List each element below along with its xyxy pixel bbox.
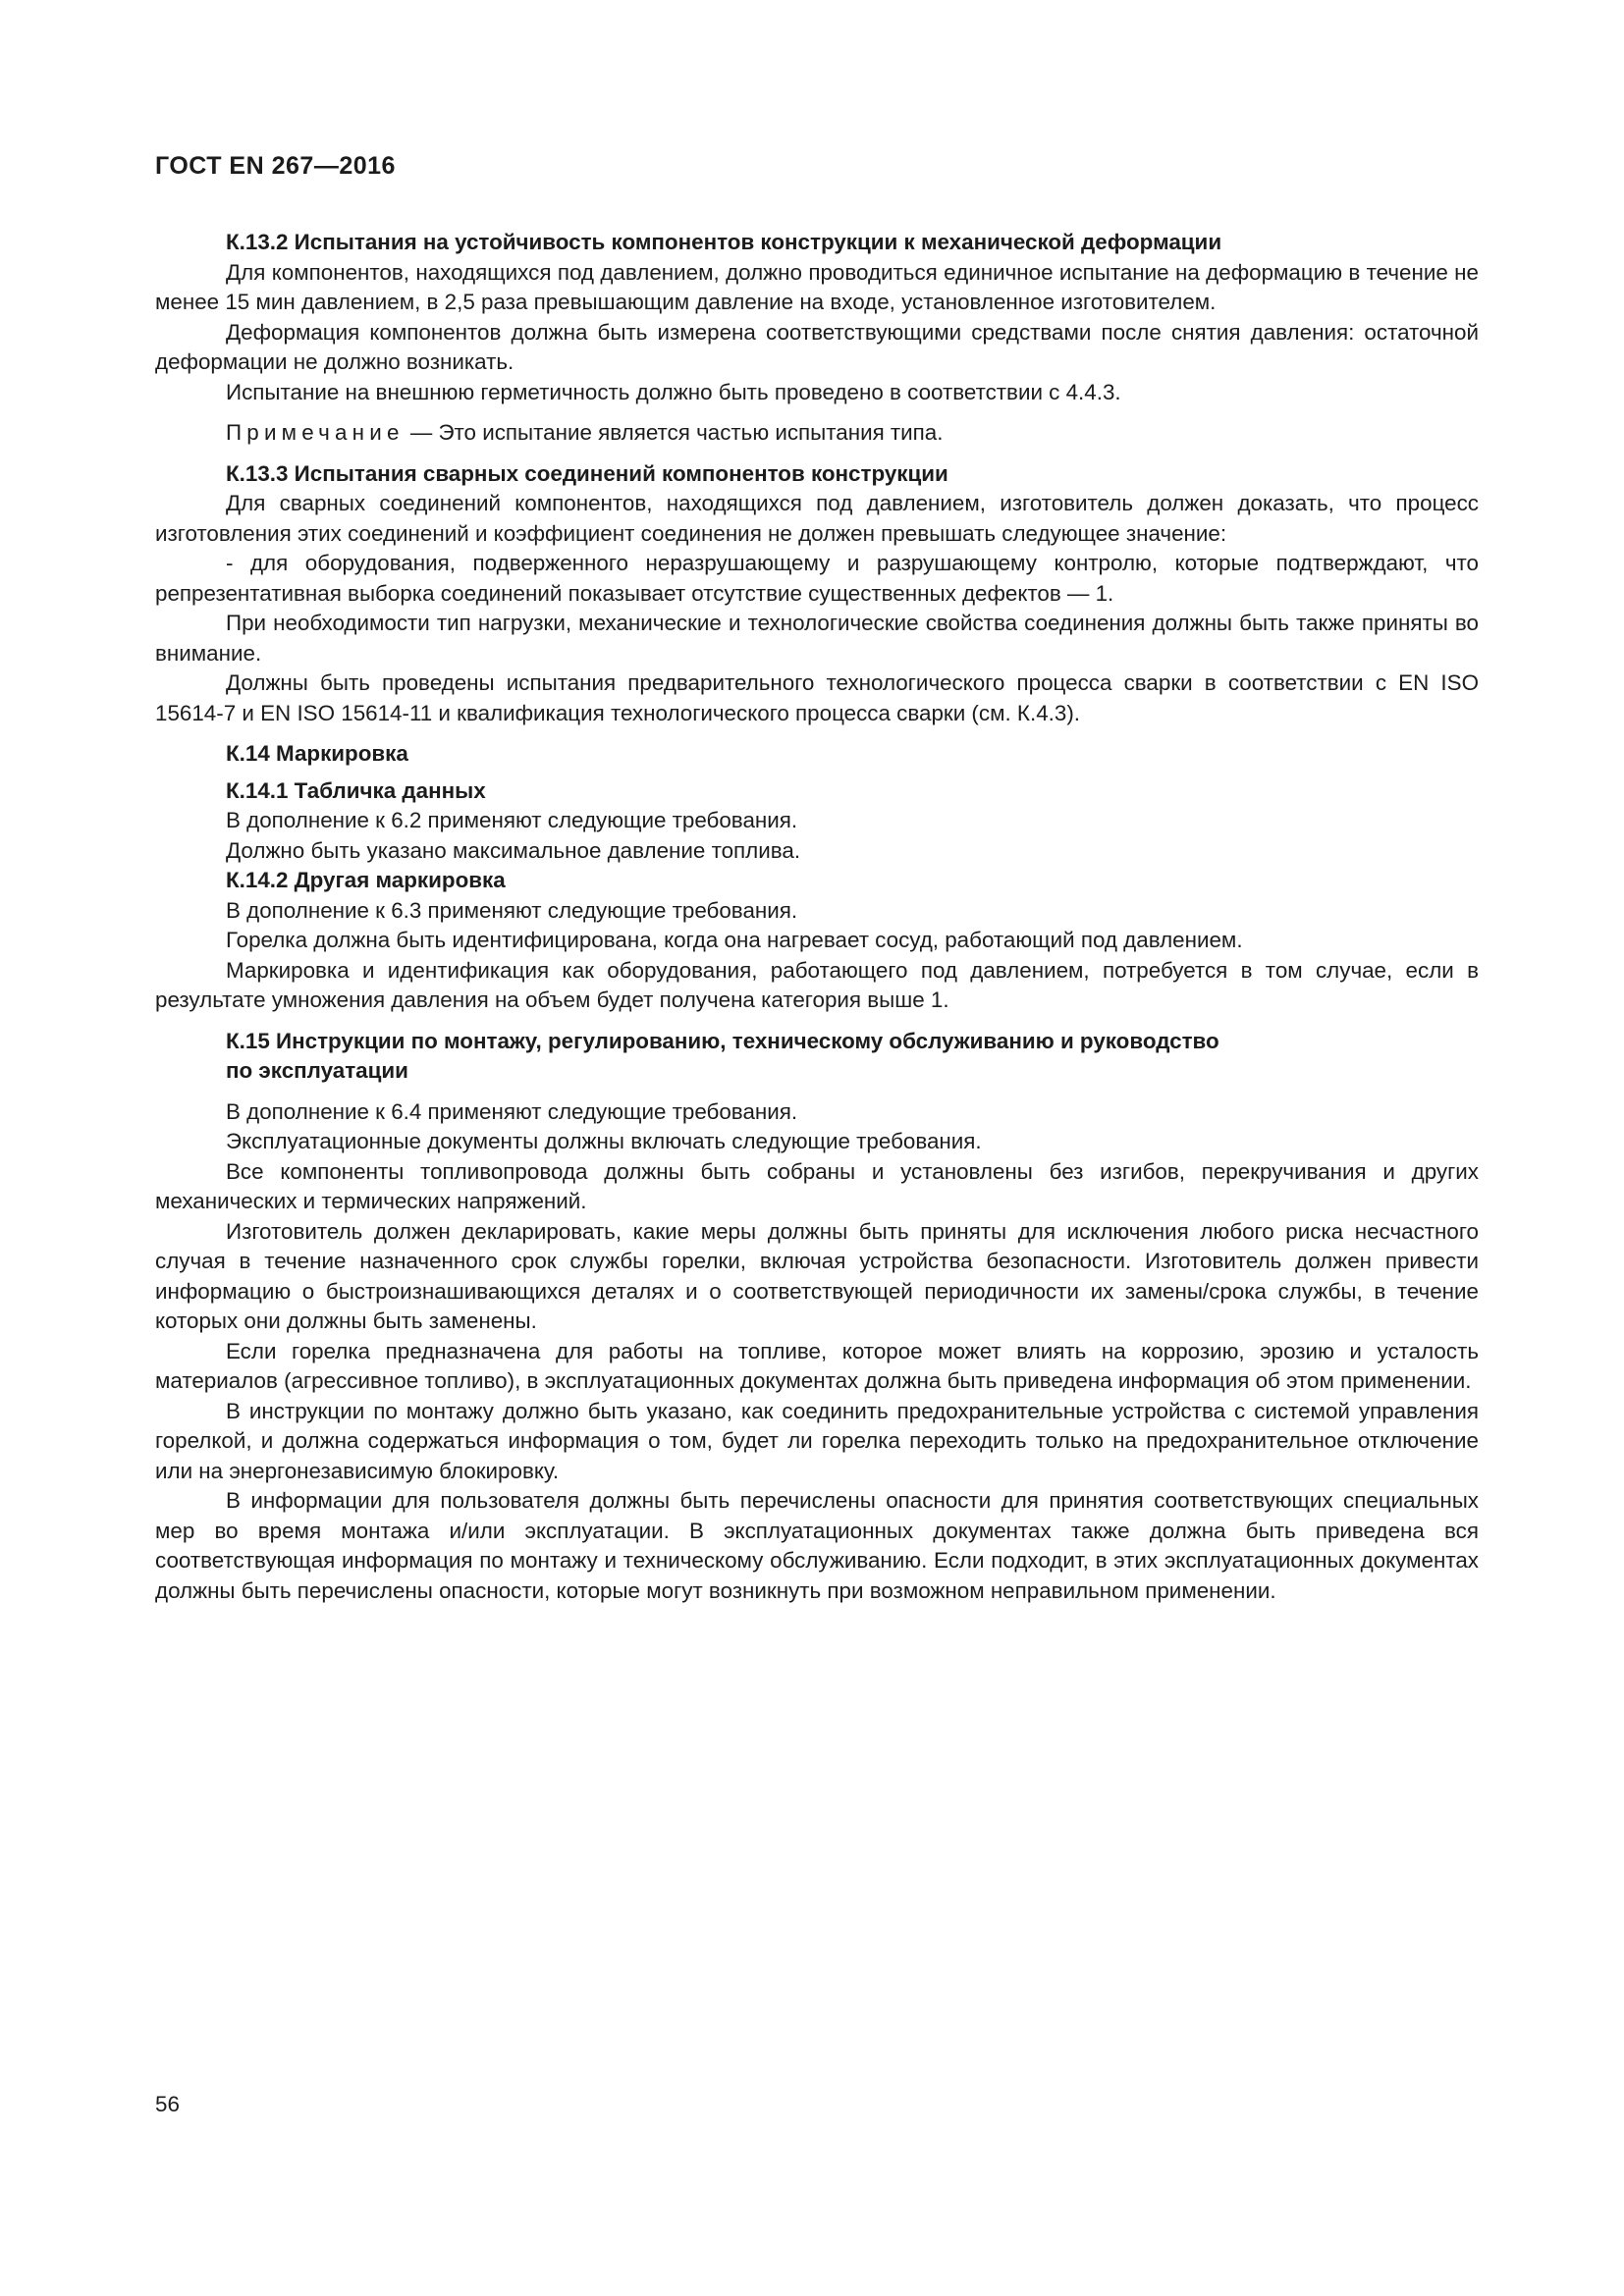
- paragraph: При необходимости тип нагрузки, механические и технологические свойства соединения должны быть также приняты во внимание.: [155, 611, 1479, 666]
- paragraph: В информации для пользователя должны быть перечислены опасности для принятия соответствующих специальных мер во время монтажа и/или эксплуатации. В эксплуатационных документах также должна быть приведена вся соответствующая информация по монтажу и техническому обслуживанию. Если подходит, в этих эксплуатационных документах должны быть перечислены опасности, которые могут возникнуть при возможном неправильном применении.: [155, 1488, 1479, 1603]
- paragraph: Испытание на внешнюю герметичность должно быть проведено в соответствии с 4.4.3.: [226, 379, 1121, 404]
- paragraph: В дополнение к 6.4 применяют следующие требования.: [226, 1098, 798, 1124]
- page-number: 56: [155, 2092, 180, 2116]
- paragraph: Для компонентов, находящихся под давлением, должно проводиться единичное испытание на деформацию в течение не менее 15 мин давлением, в 2,5 раза превышающим давление на входе, установленное изготовителем.: [155, 259, 1479, 314]
- paragraph: Маркировка и идентификация как оборудования, работающего под давлением, потребуется в том случае, если в результате умножения давления на объем будет получена категория выше 1.: [155, 957, 1479, 1012]
- note-label: Примечание: [226, 420, 405, 445]
- paragraph: - для оборудования, подверженного неразрушающему и разрушающему контролю, которые подтверждают, что репрезентативная выборка соединений показывает отсутствие существенных дефектов — 1.: [155, 551, 1479, 606]
- section-heading-k13-2: К.13.2 Испытания на устойчивость компонентов конструкции к механической деформации: [226, 230, 1222, 254]
- paragraph: Должно быть указано максимальное давление топлива.: [226, 837, 801, 863]
- standard-header: ГОСТ EN 267—2016: [155, 152, 396, 180]
- section-heading-k15: [155, 1027, 1479, 1087]
- paragraph: Все компоненты топливопровода должны быть собраны и установлены без изгибов, перекручивания и других механических и термических напряжений.: [155, 1158, 1479, 1213]
- paragraph: Горелка должна быть идентифицирована, когда она нагревает сосуд, работающий под давлением.: [226, 928, 1243, 952]
- document-body: [155, 228, 1479, 1606]
- note-text: — Это испытание является частью испытания типа.: [404, 420, 944, 445]
- paragraph: В инструкции по монтажу должно быть указано, как соединить предохранительные устройства с системой управления горелкой, и должна содержаться информация о том, будет ли горелка переходить только на предохранительное отключение или на энергонезависимую блокировку.: [155, 1398, 1479, 1483]
- paragraph: Эксплуатационные документы должны включать следующие требования.: [226, 1129, 982, 1153]
- section-heading-k15-line2: по эксплуатации: [226, 1058, 408, 1083]
- paragraph: В дополнение к 6.3 применяют следующие требования.: [226, 897, 798, 923]
- paragraph: Изготовитель должен декларировать, какие меры должны быть приняты для исключения любого риска несчастного случая в течение назначенного срок службы горелки, включая устройства безопасности. Изготовитель должен привести информацию о быстроизнашивающихся деталях и о соответствующей периодичности их замены/срока службы, в течение которых они должны быть заменены.: [155, 1218, 1479, 1333]
- section-heading-k14-2: К.14.2 Другая маркировка: [226, 868, 506, 892]
- paragraph: Для сварных соединений компонентов, находящихся под давлением, изготовитель должен доказать, что процесс изготовления этих соединений и коэффициент соединения не должен превышать следующее значение:: [155, 491, 1479, 546]
- paragraph: В дополнение к 6.2 применяют следующие требования.: [226, 808, 798, 832]
- paragraph: Если горелка предназначена для работы на топливе, которое может влиять на коррозию, эрозию и усталость материалов (агрессивное топливо), в эксплуатационных документах должна быть приведена информация об этом применении.: [155, 1338, 1479, 1393]
- section-heading-k15-line1: К.15 Инструкции по монтажу, регулированию, техническому обслуживанию и руководство: [226, 1028, 1219, 1053]
- section-heading-k14: К.14 Маркировка: [226, 741, 408, 766]
- paragraph: Должны быть проведены испытания предварительного технологического процесса сварки в соответствии с EN ISO 15614-7 и EN ISO 15614-11 и квалификация технологического процесса сварки (см. К.4.3).: [155, 670, 1479, 725]
- note: [155, 418, 1479, 449]
- section-heading-k13-3: К.13.3 Испытания сварных соединений компонентов конструкции: [226, 460, 948, 486]
- paragraph: Деформация компонентов должна быть измерена соответствующими средствами после снятия давления: остаточной деформации не должно возникать.: [155, 319, 1479, 374]
- section-heading-k14-1: К.14.1 Табличка данных: [226, 777, 486, 803]
